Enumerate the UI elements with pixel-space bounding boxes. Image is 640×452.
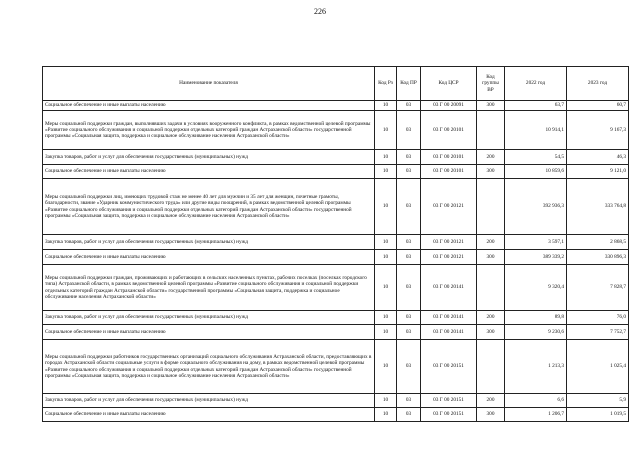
table-row	[43, 235, 629, 250]
cell-rz: 10	[375, 150, 397, 165]
cell-2022: 6,6	[505, 394, 567, 408]
cell-pr: 03	[397, 311, 421, 325]
cell-vr	[477, 111, 505, 150]
cell-csr: 03 Г 00 20151	[421, 408, 477, 422]
cell-2022: 9 320,4	[505, 265, 567, 311]
cell-vr: 200	[477, 235, 505, 250]
cell-rz: 10	[375, 340, 397, 394]
table-row	[43, 101, 629, 111]
table-row	[43, 111, 629, 150]
budget-table	[42, 66, 629, 422]
cell-2023: 76,0	[567, 311, 629, 325]
cell-2022: 1 206,7	[505, 408, 567, 422]
cell-pr: 03	[397, 265, 421, 311]
cell-pr: 03	[397, 111, 421, 150]
column-header-csr: Код ЦСР	[421, 67, 477, 101]
cell-vr	[477, 340, 505, 394]
cell-pr: 03	[397, 250, 421, 265]
cell-vr: 300	[477, 250, 505, 265]
cell-rz: 10	[375, 325, 397, 340]
table-row	[43, 394, 629, 408]
cell-name: Социальное обеспечение и иные выплаты населению	[43, 408, 375, 422]
column-header-vr: Код группы ВР	[477, 67, 505, 101]
cell-rz: 10	[375, 408, 397, 422]
cell-2022: 89,8	[505, 311, 567, 325]
cell-name: Социальное обеспечение и иные выплаты населению	[43, 250, 375, 265]
cell-vr	[477, 179, 505, 235]
cell-rz: 10	[375, 101, 397, 111]
cell-2023: 333 764,8	[567, 179, 629, 235]
cell-2023: 9 167,3	[567, 111, 629, 150]
cell-2022: 389 339,2	[505, 250, 567, 265]
table-row	[43, 265, 629, 311]
cell-rz: 10	[375, 165, 397, 179]
cell-name: Социальное обеспечение и иные выплаты населению	[43, 165, 375, 179]
cell-pr: 03	[397, 179, 421, 235]
cell-pr: 03	[397, 235, 421, 250]
cell-2023: 1 025,4	[567, 340, 629, 394]
table-header-row	[43, 67, 629, 101]
cell-2022: 10 859,6	[505, 165, 567, 179]
cell-pr: 03	[397, 325, 421, 340]
cell-pr: 03	[397, 150, 421, 165]
cell-csr: 03 Г 00 20151	[421, 394, 477, 408]
cell-vr: 300	[477, 165, 505, 179]
column-header-2023: 2023 год	[567, 67, 629, 101]
cell-rz: 10	[375, 394, 397, 408]
cell-vr: 300	[477, 408, 505, 422]
cell-2022: 392 936,3	[505, 179, 567, 235]
cell-rz: 10	[375, 265, 397, 311]
cell-2022: 9 230,6	[505, 325, 567, 340]
table-row	[43, 250, 629, 265]
column-header-rz: Код Рз	[375, 67, 397, 101]
cell-name: Социальное обеспечение и иные выплаты населению	[43, 325, 375, 340]
cell-2023: 5,9	[567, 394, 629, 408]
cell-vr: 200	[477, 394, 505, 408]
table-row	[43, 179, 629, 235]
cell-name: Меры социальной поддержки работников государственных организаций социального обслуживания Астраханской области, предоставляющих в городах Астраханской области социальные услуги в форме социального обслуживания на дому, в рамках ведомственной целевой программы «Развитие социального обслуживания и социальной поддержки отдельных категорий граждан Астраханской области» государственной программы «Социальная защита, поддержка и социальное обслуживание населения Астраханской области»	[43, 340, 375, 394]
cell-csr: 03 Г 00 20101	[421, 165, 477, 179]
table-row	[43, 408, 629, 422]
cell-rz: 10	[375, 179, 397, 235]
cell-csr: 03 Г 00 20121	[421, 179, 477, 235]
cell-csr: 03 Г 00 20101	[421, 150, 477, 165]
cell-2022: 3 597,1	[505, 235, 567, 250]
table-row	[43, 311, 629, 325]
cell-name: Закупка товаров, работ и услуг для обеспечения государственных (муниципальных) нужд	[43, 150, 375, 165]
cell-name: Закупка товаров, работ и услуг для обеспечения государственных (муниципальных) нужд	[43, 235, 375, 250]
cell-2022: 54,5	[505, 150, 567, 165]
cell-csr: 03 Г 00 20141	[421, 325, 477, 340]
cell-vr	[477, 265, 505, 311]
cell-rz: 10	[375, 111, 397, 150]
cell-name: Социальное обеспечение и иные выплаты населению	[43, 101, 375, 111]
cell-name: Меры социальной поддержки граждан, проживающих и работающих в сельских населенных пунктах, рабочих поселках (поселках городского типа) Астраханской области, в рамках ведомственной целевой программы «Развитие социального обслуживания и социальной поддержки отдельных категорий граждан Астраханской области» государственной программы «Социальная защита, поддержка и социальное обслуживание населения Астраханской области»	[43, 265, 375, 311]
column-header-2022: 2022 год	[505, 67, 567, 101]
cell-csr: 03 Г 00 20101	[421, 111, 477, 150]
table-row	[43, 340, 629, 394]
cell-vr: 300	[477, 325, 505, 340]
table-row	[43, 165, 629, 179]
cell-csr: 03 Г 00 20141	[421, 265, 477, 311]
cell-2023: 330 896,3	[567, 250, 629, 265]
cell-2023: 9 121,0	[567, 165, 629, 179]
cell-rz: 10	[375, 250, 397, 265]
cell-2023: 46,3	[567, 150, 629, 165]
cell-name: Меры социальной поддержки лиц, имеющих трудовой стаж не менее 40 лет для мужчин и 35 лет для женщин, почетные грамоты, благодарности, звание «Ударник коммунистического труда» или другие виды поощрений, в рамках ведомственной целевой программы «Развитие социального обслуживания и социальной поддержки отдельных категорий граждан Астраханской области» государственной программы «Социальная защита, поддержка и социальное обслуживание населения Астраханской области»	[43, 179, 375, 235]
table-row	[43, 325, 629, 340]
table-row	[43, 150, 629, 165]
cell-pr: 03	[397, 340, 421, 394]
cell-pr: 03	[397, 165, 421, 179]
cell-vr: 200	[477, 150, 505, 165]
cell-pr: 03	[397, 408, 421, 422]
cell-csr: 03 Г 00 20151	[421, 340, 477, 394]
cell-name: Закупка товаров, работ и услуг для обеспечения государственных (муниципальных) нужд	[43, 394, 375, 408]
cell-csr: 03 Г 00 20121	[421, 235, 477, 250]
cell-2023: 60,7	[567, 101, 629, 111]
cell-rz: 10	[375, 235, 397, 250]
cell-pr: 03	[397, 101, 421, 111]
cell-name: Закупка товаров, работ и услуг для обеспечения государственных (муниципальных) нужд	[43, 311, 375, 325]
cell-2022: 63,7	[505, 101, 567, 111]
cell-pr: 03	[397, 394, 421, 408]
cell-2023: 2 868,5	[567, 235, 629, 250]
cell-csr: 03 Г 00 20141	[421, 311, 477, 325]
cell-2022: 10 914,1	[505, 111, 567, 150]
cell-vr: 200	[477, 311, 505, 325]
page-number: 226	[314, 7, 326, 16]
column-header-name: Наименование показателя	[43, 67, 375, 101]
cell-2022: 1 213,3	[505, 340, 567, 394]
column-header-pr: Код ПР	[397, 67, 421, 101]
cell-2023: 7 828,7	[567, 265, 629, 311]
cell-2023: 1 019,5	[567, 408, 629, 422]
cell-csr: 03 Г 00 20091	[421, 101, 477, 111]
cell-name: Меры социальной поддержки граждан, выполнявших задачи в условиях вооруженного конфликта, в рамках ведомственной целевой программы «Развитие социального обслуживания и социальной поддержки отдельных категорий граждан Астраханской области» государственной программы «Социальная защита, поддержка и социальное обслуживание населения Астраханской области»	[43, 111, 375, 150]
cell-rz: 10	[375, 311, 397, 325]
cell-vr: 300	[477, 101, 505, 111]
cell-2023: 7 752,7	[567, 325, 629, 340]
cell-csr: 03 Г 00 20121	[421, 250, 477, 265]
